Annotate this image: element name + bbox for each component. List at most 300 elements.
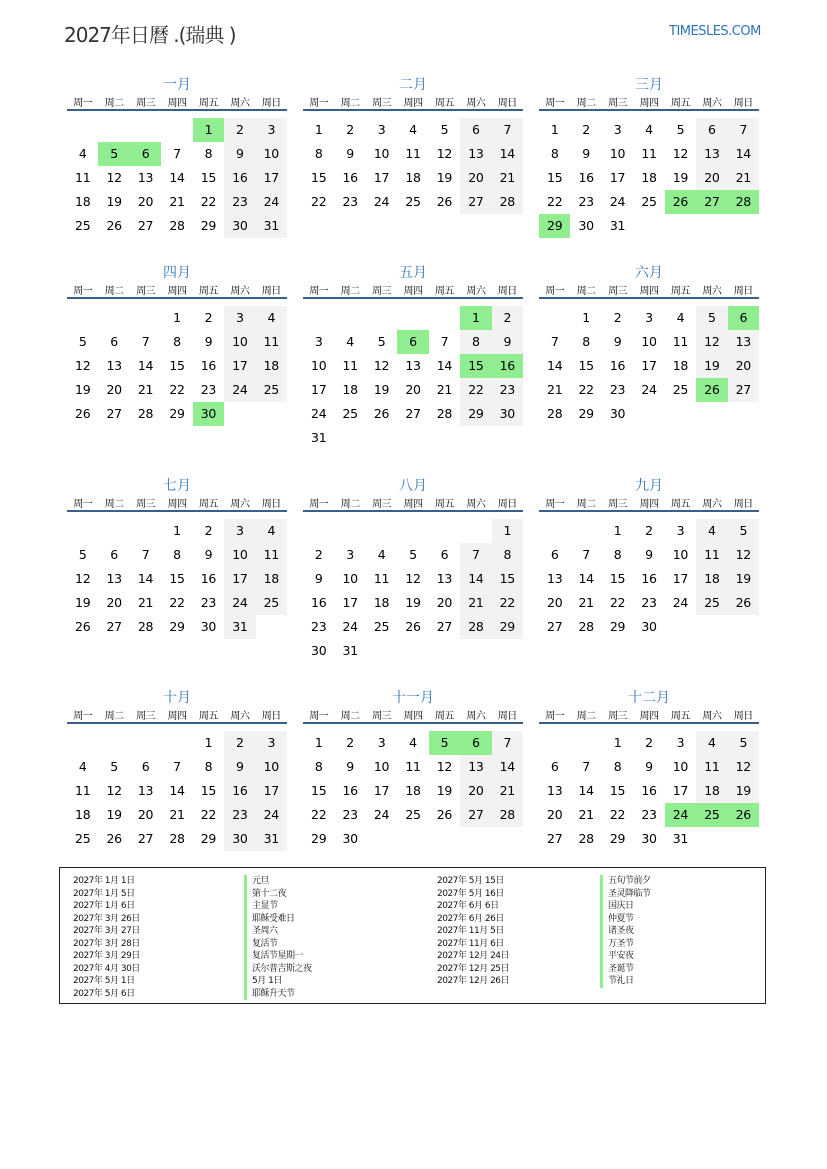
- day-cell: 1: [173, 310, 181, 325]
- header-divider: [67, 109, 287, 111]
- day-cell: 1: [314, 122, 323, 137]
- day-cell: 25: [75, 831, 91, 846]
- day-cell: 28: [492, 190, 523, 214]
- day-cell: 9: [346, 146, 354, 161]
- weekday-header: 周六: [230, 98, 250, 109]
- day-cell: 12: [672, 146, 689, 161]
- day-cell: 17: [311, 382, 327, 397]
- weekday-header: 周六: [230, 286, 250, 297]
- day-cell: 28: [728, 190, 759, 214]
- day-cell: 19: [436, 170, 453, 185]
- day-cell: 22: [492, 591, 523, 615]
- header-divider: [539, 297, 759, 299]
- weekday-header: 周三: [608, 98, 628, 109]
- day-cell: 10: [672, 547, 689, 562]
- day-cell: 4: [696, 731, 727, 755]
- day-cell: 17: [256, 166, 287, 190]
- day-cell: 5: [696, 306, 727, 330]
- day-cell: 3: [256, 118, 287, 142]
- holiday-name: 复活节: [244, 938, 278, 951]
- day-cell: 22: [578, 382, 594, 397]
- weekday-header: 周二: [340, 98, 360, 109]
- day-cell: 18: [75, 807, 91, 822]
- day-cell: 13: [137, 170, 154, 185]
- weekday-header: 周二: [104, 98, 124, 109]
- day-cell: 2: [314, 547, 323, 562]
- day-cell: 6: [397, 330, 428, 354]
- header-divider: [67, 510, 287, 512]
- day-cell: 23: [609, 382, 626, 397]
- day-cell: 18: [672, 358, 689, 373]
- holiday-name: 圣周六: [244, 925, 278, 938]
- site-link[interactable]: TIMESLES.COM: [669, 24, 761, 39]
- weekday-header: 周四: [167, 711, 187, 722]
- weekday-header: 周日: [261, 711, 281, 722]
- day-cell: 23: [200, 382, 217, 397]
- day-cell: 23: [311, 619, 327, 634]
- day-cell: 9: [204, 334, 213, 349]
- day-cell: 10: [373, 146, 390, 161]
- day-cell: 7: [550, 334, 559, 349]
- day-cell: 9: [204, 547, 213, 562]
- month-name: 五月: [399, 265, 427, 281]
- day-cell: 28: [460, 615, 491, 639]
- day-cell: 16: [609, 358, 626, 373]
- day-cell: 14: [436, 358, 453, 373]
- month-name: 八月: [399, 478, 427, 494]
- day-cell: 1: [460, 306, 491, 330]
- day-cell: 16: [492, 354, 523, 378]
- day-cell: 8: [550, 146, 559, 161]
- day-cell: 16: [200, 571, 217, 586]
- day-cell: 2: [346, 735, 354, 750]
- holiday-name: 圣诞节: [600, 963, 634, 976]
- day-cell: 8: [204, 146, 213, 161]
- weekday-header: 周五: [434, 711, 454, 722]
- day-cell: 4: [676, 310, 685, 325]
- month-block: [67, 688, 289, 878]
- day-cell: 16: [224, 779, 255, 803]
- weekday-header: 周日: [733, 499, 753, 510]
- day-cell: 28: [547, 406, 563, 421]
- day-cell: 29: [539, 214, 570, 238]
- weekday-header: 周二: [576, 286, 596, 297]
- day-cell: 25: [696, 591, 727, 615]
- day-cell: 9: [224, 755, 255, 779]
- day-cell: 23: [641, 595, 657, 610]
- day-cell: 16: [641, 783, 657, 798]
- holiday-name: 节礼日: [600, 975, 634, 988]
- day-cell: 1: [492, 519, 523, 543]
- day-cell: 16: [224, 166, 255, 190]
- day-cell: 18: [405, 170, 421, 185]
- holiday-date: 2027年 11月 5日: [437, 926, 504, 936]
- weekday-header: 周一: [309, 286, 329, 297]
- holiday-name: 元旦: [244, 875, 269, 888]
- day-cell: 5: [78, 334, 87, 349]
- holiday-name: 第十二夜: [244, 888, 286, 901]
- day-cell: 29: [609, 831, 626, 846]
- weekday-header: 周四: [639, 286, 659, 297]
- day-cell: 14: [169, 783, 185, 798]
- holiday-name: 平安夜: [600, 950, 634, 963]
- day-cell: 3: [676, 523, 685, 538]
- day-cell: 18: [696, 779, 727, 803]
- day-cell: 11: [696, 755, 727, 779]
- day-cell: 23: [224, 803, 255, 827]
- day-cell: 28: [169, 831, 185, 846]
- day-cell: 23: [200, 595, 217, 610]
- weekday-header: 周五: [198, 98, 218, 109]
- day-cell: 13: [106, 571, 122, 586]
- day-cell: 16: [200, 358, 217, 373]
- day-cell: 6: [728, 306, 759, 330]
- day-cell: 31: [609, 218, 626, 233]
- day-cell: 11: [672, 334, 689, 349]
- day-cell: 11: [641, 146, 657, 161]
- weekday-header: 周二: [576, 98, 596, 109]
- day-cell: 2: [645, 735, 653, 750]
- day-cell: 9: [492, 330, 523, 354]
- holiday-name: 国庆日: [600, 900, 634, 913]
- day-cell: 17: [224, 567, 255, 591]
- day-cell: 8: [492, 543, 523, 567]
- day-cell: 4: [256, 306, 287, 330]
- day-cell: 5: [728, 731, 759, 755]
- weekday-header: 周六: [702, 98, 722, 109]
- day-cell: 25: [256, 591, 287, 615]
- day-cell: 3: [346, 547, 354, 562]
- month-block: [303, 263, 525, 453]
- day-cell: 11: [405, 759, 421, 774]
- holiday-date: 2027年 5月 6日: [73, 988, 135, 999]
- weekday-header: 周五: [670, 98, 690, 109]
- day-cell: 3: [645, 310, 653, 325]
- day-cell: 13: [106, 358, 122, 373]
- weekday-header: 周四: [403, 286, 423, 297]
- day-cell: 13: [460, 142, 491, 166]
- month-name: 二月: [399, 77, 427, 93]
- month-name: 十月: [163, 690, 191, 706]
- day-cell: 11: [256, 330, 287, 354]
- day-cell: 23: [342, 807, 358, 822]
- day-cell: 3: [613, 122, 622, 137]
- day-cell: 30: [641, 831, 657, 846]
- day-cell: 11: [342, 358, 358, 373]
- day-cell: 18: [256, 354, 287, 378]
- weekday-header: 周二: [576, 499, 596, 510]
- day-cell: 24: [373, 807, 390, 822]
- holiday-name: 万圣节: [600, 938, 634, 951]
- day-cell: 27: [106, 406, 122, 421]
- header-divider: [303, 297, 523, 299]
- day-cell: 7: [141, 334, 150, 349]
- day-cell: 16: [342, 783, 358, 798]
- day-cell: 26: [665, 190, 696, 214]
- day-cell: 25: [405, 194, 421, 209]
- holiday-name: 沃尔普吉斯之夜: [244, 963, 312, 976]
- day-cell: 23: [342, 194, 358, 209]
- day-cell: 7: [440, 334, 449, 349]
- day-cell: 26: [75, 406, 91, 421]
- day-cell: 16: [578, 170, 594, 185]
- day-cell: 30: [224, 827, 255, 851]
- weekday-header: 周三: [136, 98, 156, 109]
- day-cell: 2: [582, 122, 590, 137]
- weekday-header: 周五: [198, 286, 218, 297]
- day-cell: 30: [641, 619, 657, 634]
- day-cell: 18: [342, 382, 358, 397]
- day-cell: 19: [405, 595, 421, 610]
- month-block: [67, 263, 289, 453]
- holiday-date: 2027年 12月 25日: [437, 963, 510, 974]
- weekday-header: 周一: [309, 711, 329, 722]
- holiday-name: 诸圣夜: [600, 925, 634, 938]
- day-cell: 19: [696, 354, 727, 378]
- day-cell: 1: [550, 122, 559, 137]
- day-cell: 20: [106, 595, 122, 610]
- holiday-date: 2027年 3月 26日: [73, 913, 140, 924]
- day-cell: 16: [641, 571, 657, 586]
- day-cell: 27: [460, 803, 491, 827]
- day-cell: 13: [728, 330, 759, 354]
- month-name: 九月: [635, 478, 663, 494]
- day-cell: 12: [75, 358, 91, 373]
- day-cell: 14: [547, 358, 563, 373]
- day-cell: 31: [672, 831, 689, 846]
- day-cell: 26: [75, 619, 91, 634]
- day-cell: 13: [547, 783, 563, 798]
- day-cell: 7: [492, 118, 523, 142]
- day-cell: 30: [342, 831, 358, 846]
- day-cell: 15: [609, 783, 626, 798]
- day-cell: 5: [409, 547, 417, 562]
- weekday-header: 周四: [639, 98, 659, 109]
- day-cell: 11: [256, 543, 287, 567]
- holiday-name: 耶稣升天节: [244, 988, 295, 1001]
- day-cell: 26: [728, 591, 759, 615]
- day-cell: 29: [460, 402, 491, 426]
- day-cell: 6: [440, 547, 449, 562]
- day-cell: 8: [173, 334, 181, 349]
- holiday-name: 主显节: [244, 900, 278, 913]
- day-cell: 29: [200, 218, 217, 233]
- day-cell: 24: [311, 406, 327, 421]
- day-cell: 4: [409, 122, 417, 137]
- day-cell: 7: [582, 759, 590, 774]
- weekday-header: 周日: [497, 286, 517, 297]
- weekday-header: 周六: [466, 98, 486, 109]
- day-cell: 2: [645, 523, 653, 538]
- day-cell: 17: [641, 358, 657, 373]
- day-cell: 30: [609, 406, 626, 421]
- day-cell: 9: [645, 547, 653, 562]
- day-cell: 27: [137, 831, 154, 846]
- holiday-legend: [59, 867, 766, 1004]
- day-cell: 14: [460, 567, 491, 591]
- weekday-header: 周五: [670, 286, 690, 297]
- day-cell: 5: [110, 759, 118, 774]
- day-cell: 30: [200, 619, 217, 634]
- day-cell: 8: [314, 146, 323, 161]
- day-cell: 31: [224, 615, 255, 639]
- day-cell: 7: [173, 146, 181, 161]
- day-cell: 20: [547, 595, 563, 610]
- weekday-header: 周日: [733, 98, 753, 109]
- weekday-header: 周二: [340, 711, 360, 722]
- day-cell: 15: [200, 170, 217, 185]
- day-cell: 26: [405, 619, 421, 634]
- holiday-date: 2027年 3月 28日: [73, 938, 140, 949]
- day-cell: 17: [609, 170, 626, 185]
- day-cell: 22: [169, 382, 185, 397]
- weekday-header: 周二: [340, 286, 360, 297]
- day-cell: 25: [75, 218, 91, 233]
- day-cell: 27: [106, 619, 122, 634]
- day-cell: 19: [672, 170, 689, 185]
- day-cell: 29: [578, 406, 594, 421]
- weekday-header: 周五: [434, 499, 454, 510]
- day-cell: 18: [373, 595, 390, 610]
- day-cell: 22: [311, 194, 327, 209]
- holiday-date: 2027年 12月 24日: [437, 951, 510, 961]
- weekday-header: 周六: [230, 711, 250, 722]
- weekday-header: 周一: [73, 286, 93, 297]
- day-cell: 10: [256, 142, 287, 166]
- header-divider: [539, 722, 759, 724]
- day-cell: 12: [373, 358, 390, 373]
- month-name: 四月: [163, 265, 191, 281]
- day-cell: 10: [311, 358, 327, 373]
- day-cell: 14: [578, 783, 594, 798]
- day-cell: 31: [311, 430, 327, 445]
- weekday-header: 周三: [372, 711, 392, 722]
- weekday-header: 周一: [545, 98, 565, 109]
- day-cell: 17: [672, 783, 689, 798]
- day-cell: 12: [728, 755, 759, 779]
- day-cell: 20: [547, 807, 563, 822]
- day-cell: 6: [460, 118, 491, 142]
- weekday-header: 周六: [466, 499, 486, 510]
- day-cell: 22: [200, 807, 217, 822]
- holiday-name: 五旬节前夕: [600, 875, 651, 888]
- day-cell: 6: [110, 547, 118, 562]
- weekday-header: 周日: [261, 98, 281, 109]
- day-cell: 6: [460, 731, 491, 755]
- day-cell: 19: [75, 382, 91, 397]
- day-cell: 26: [106, 218, 122, 233]
- day-cell: 26: [436, 194, 453, 209]
- day-cell: 21: [460, 591, 491, 615]
- day-cell: 25: [672, 382, 689, 397]
- day-cell: 27: [405, 406, 421, 421]
- day-cell: 29: [609, 619, 626, 634]
- day-cell: 25: [641, 194, 657, 209]
- day-cell: 10: [256, 755, 287, 779]
- day-cell: 29: [169, 406, 185, 421]
- day-cell: 18: [405, 783, 421, 798]
- day-cell: 26: [373, 406, 390, 421]
- weekday-header: 周四: [639, 499, 659, 510]
- header-divider: [539, 109, 759, 111]
- day-cell: 6: [550, 759, 559, 774]
- day-cell: 17: [373, 170, 390, 185]
- day-cell: 22: [460, 378, 491, 402]
- day-cell: 20: [106, 382, 122, 397]
- holiday-name: 复活节星期一: [244, 950, 303, 963]
- day-cell: 4: [696, 519, 727, 543]
- day-cell: 24: [224, 591, 255, 615]
- day-cell: 23: [578, 194, 594, 209]
- day-cell: 30: [193, 402, 224, 426]
- day-cell: 17: [342, 595, 358, 610]
- day-cell: 21: [137, 382, 154, 397]
- weekday-header: 周四: [167, 286, 187, 297]
- day-cell: 15: [578, 358, 594, 373]
- day-cell: 22: [200, 194, 217, 209]
- weekday-header: 周日: [497, 711, 517, 722]
- day-cell: 20: [728, 354, 759, 378]
- holiday-name: 仲夏节: [600, 913, 634, 926]
- day-cell: 2: [224, 118, 255, 142]
- day-cell: 20: [696, 166, 727, 190]
- month-block: [539, 263, 761, 453]
- day-cell: 3: [314, 334, 323, 349]
- day-cell: 13: [460, 755, 491, 779]
- day-cell: 25: [405, 807, 421, 822]
- day-cell: 8: [613, 547, 622, 562]
- header-divider: [67, 297, 287, 299]
- weekday-header: 周三: [136, 711, 156, 722]
- day-cell: 2: [492, 306, 523, 330]
- day-cell: 9: [224, 142, 255, 166]
- holiday-date: 2027年 3月 29日: [73, 951, 140, 961]
- month-name: 一月: [163, 77, 191, 93]
- holiday-date: 2027年 4月 30日: [73, 963, 140, 974]
- weekday-header: 周二: [576, 711, 596, 722]
- day-cell: 18: [75, 194, 91, 209]
- month-block: [303, 688, 525, 878]
- day-cell: 31: [342, 643, 358, 658]
- weekday-header: 周五: [670, 711, 690, 722]
- day-cell: 21: [436, 382, 453, 397]
- weekday-header: 周三: [136, 286, 156, 297]
- day-cell: 23: [641, 807, 657, 822]
- day-cell: 15: [169, 358, 185, 373]
- day-cell: 5: [440, 122, 449, 137]
- holiday-date: 2027年 5月 1日: [73, 976, 135, 986]
- day-cell: 13: [696, 142, 727, 166]
- weekday-header: 周二: [340, 499, 360, 510]
- day-cell: 28: [137, 619, 154, 634]
- weekday-header: 周一: [545, 711, 565, 722]
- day-cell: 17: [256, 779, 287, 803]
- day-cell: 4: [409, 735, 417, 750]
- day-cell: 27: [137, 218, 154, 233]
- day-cell: 15: [311, 783, 327, 798]
- day-cell: 15: [492, 567, 523, 591]
- weekday-header: 周三: [136, 499, 156, 510]
- weekday-header: 周五: [434, 98, 454, 109]
- day-cell: 15: [169, 571, 185, 586]
- day-cell: 13: [436, 571, 453, 586]
- day-cell: 7: [492, 731, 523, 755]
- weekday-header: 周日: [497, 499, 517, 510]
- header-divider: [303, 109, 523, 111]
- day-cell: 24: [224, 378, 255, 402]
- day-cell: 24: [609, 194, 626, 209]
- weekday-header: 周二: [104, 499, 124, 510]
